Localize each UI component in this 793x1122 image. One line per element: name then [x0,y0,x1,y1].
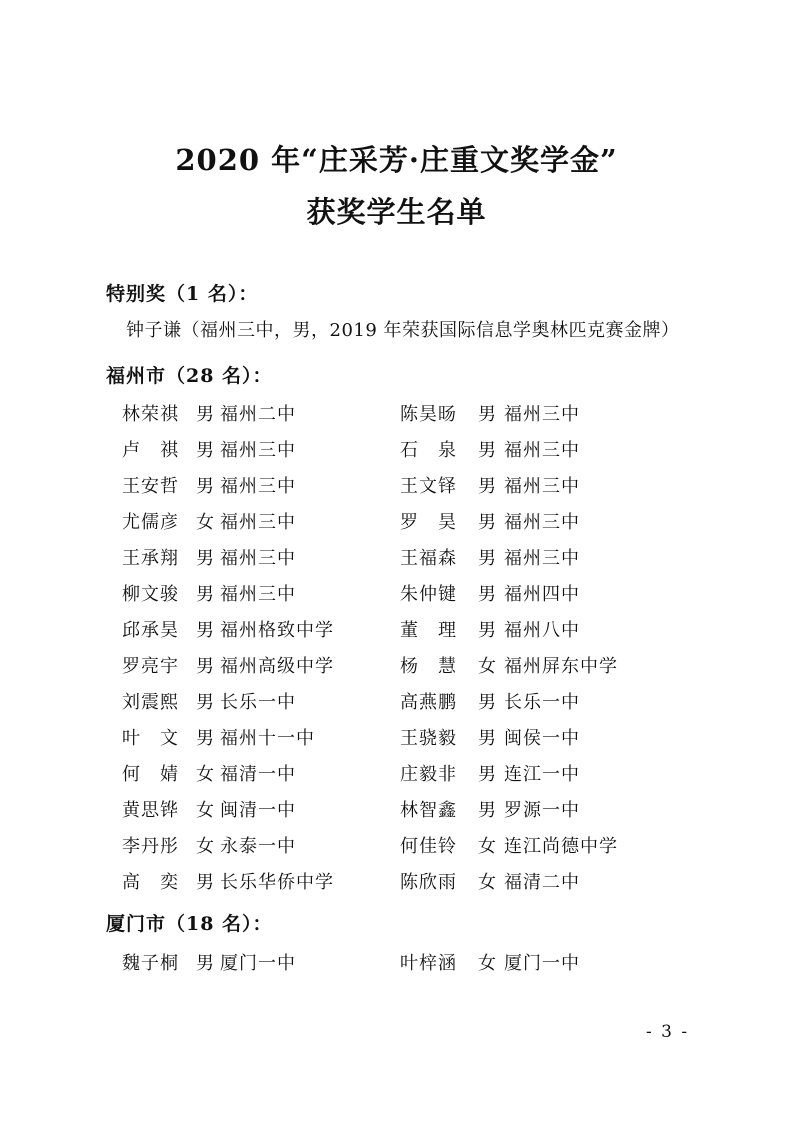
student-name: 王承翔 [122,548,179,569]
student-school: 福州格致中学 [220,620,334,641]
student-gender: 男 [478,512,497,533]
student-name: 庄毅非 [400,764,457,785]
student-name: 高燕鹏 [400,692,457,713]
student-school: 连江一中 [504,764,580,785]
student-name: 黄思铧 [122,800,179,821]
student-school: 福州三中 [504,476,580,497]
student-name: 邱承昊 [122,620,179,641]
student-name: 陈欣雨 [400,872,457,893]
student-gender: 男 [478,764,497,785]
student-gender: 男 [196,584,215,605]
xiamen-heading: 厦门市（18 名）： [106,913,273,935]
student-gender: 女 [196,836,215,857]
student-gender: 男 [196,953,215,974]
student-name: 林荣祺 [122,404,179,425]
student-name: 朱仲键 [400,584,457,605]
fuzhou-heading: 福州市（28 名）： [106,365,273,387]
student-name: 何佳铃 [400,836,457,857]
student-name: 叶梓涵 [400,953,457,974]
student-school: 长乐一中 [504,692,580,713]
fuzhou-row [122,469,682,505]
student-school: 福州十一中 [220,728,315,749]
student-school: 长乐一中 [220,692,296,713]
student-gender: 男 [478,728,497,749]
student-gender: 女 [478,656,497,677]
student-gender: 男 [196,476,215,497]
fuzhou-row [122,721,682,757]
fuzhou-row [122,433,682,469]
student-name: 叶 文 [122,728,179,749]
student-school: 福州屏东中学 [504,656,618,677]
student-school: 厦门一中 [504,953,580,974]
student-school: 福州三中 [504,404,580,425]
xiamen-list [122,946,682,982]
student-name: 杨 慧 [400,656,457,677]
student-school: 福清一中 [220,764,296,785]
fuzhou-row [122,505,682,541]
fuzhou-row [122,865,682,901]
fuzhou-row [122,757,682,793]
student-school: 福州三中 [220,476,296,497]
student-gender: 男 [478,476,497,497]
fuzhou-row [122,577,682,613]
fuzhou-row [122,685,682,721]
student-gender: 男 [196,548,215,569]
student-name: 何 婧 [122,764,179,785]
student-gender: 女 [196,800,215,821]
student-school: 福州三中 [504,512,580,533]
student-name: 刘震熙 [122,692,179,713]
student-school: 福清二中 [504,872,580,893]
student-gender: 女 [478,836,497,857]
student-school: 福州三中 [220,512,296,533]
student-name: 罗 昊 [400,512,457,533]
student-gender: 男 [196,728,215,749]
student-name: 陈昊旸 [400,404,457,425]
student-gender: 男 [478,692,497,713]
student-gender: 男 [196,692,215,713]
page-number: - 3 - [646,1022,690,1042]
fuzhou-row [122,541,682,577]
student-school: 福州高级中学 [220,656,334,677]
student-gender: 男 [196,440,215,461]
student-gender: 男 [196,620,215,641]
fuzhou-row [122,397,682,433]
student-gender: 男 [478,584,497,605]
fuzhou-row [122,829,682,865]
student-gender: 女 [196,764,215,785]
student-school: 连江尚德中学 [504,836,618,857]
student-gender: 女 [196,512,215,533]
student-gender: 男 [478,800,497,821]
xiamen-row [122,946,682,982]
student-school: 永泰一中 [220,836,296,857]
student-name: 高 奕 [122,872,179,893]
student-school: 福州二中 [220,404,296,425]
student-school: 福州四中 [504,584,580,605]
student-gender: 男 [196,656,215,677]
student-gender: 男 [478,548,497,569]
document-title: 2020 年“庄采芳·庄重文奖学金” [175,143,618,177]
student-school: 长乐华侨中学 [220,872,334,893]
student-name: 卢 祺 [122,440,179,461]
student-gender: 男 [478,440,497,461]
student-name: 柳文骏 [122,584,179,605]
student-name: 董 理 [400,620,457,641]
student-name: 罗亮宇 [122,656,179,677]
student-name: 王骁毅 [400,728,457,749]
fuzhou-row [122,613,682,649]
student-school: 福州三中 [220,548,296,569]
student-name: 林智鑫 [400,800,457,821]
student-school: 福州三中 [220,584,296,605]
fuzhou-list [122,397,682,901]
student-school: 福州三中 [220,440,296,461]
student-gender: 女 [478,872,497,893]
fuzhou-row [122,793,682,829]
student-gender: 男 [478,404,497,425]
student-school: 闽侯一中 [504,728,580,749]
student-school: 福州三中 [504,440,580,461]
student-school: 闽清一中 [220,800,296,821]
document-subtitle: 获奖学生名单 [306,195,487,229]
student-name: 王福森 [400,548,457,569]
student-school: 厦门一中 [220,953,296,974]
student-name: 王安哲 [122,476,179,497]
student-gender: 男 [478,620,497,641]
student-gender: 男 [196,872,215,893]
student-name: 石 泉 [400,440,457,461]
student-name: 王文铎 [400,476,457,497]
student-school: 福州八中 [504,620,580,641]
special-award-entry: 钟子谦（福州三中，男，2019 年荣获国际信息学奥林匹克赛金牌） [126,320,680,341]
student-name: 魏子桐 [122,953,179,974]
student-gender: 男 [196,404,215,425]
student-gender: 女 [478,953,497,974]
student-name: 尤儒彦 [122,512,179,533]
student-school: 福州三中 [504,548,580,569]
fuzhou-row [122,649,682,685]
special-award-heading: 特别奖（1 名）： [106,283,259,305]
student-name: 李丹彤 [122,836,179,857]
student-school: 罗源一中 [504,800,580,821]
